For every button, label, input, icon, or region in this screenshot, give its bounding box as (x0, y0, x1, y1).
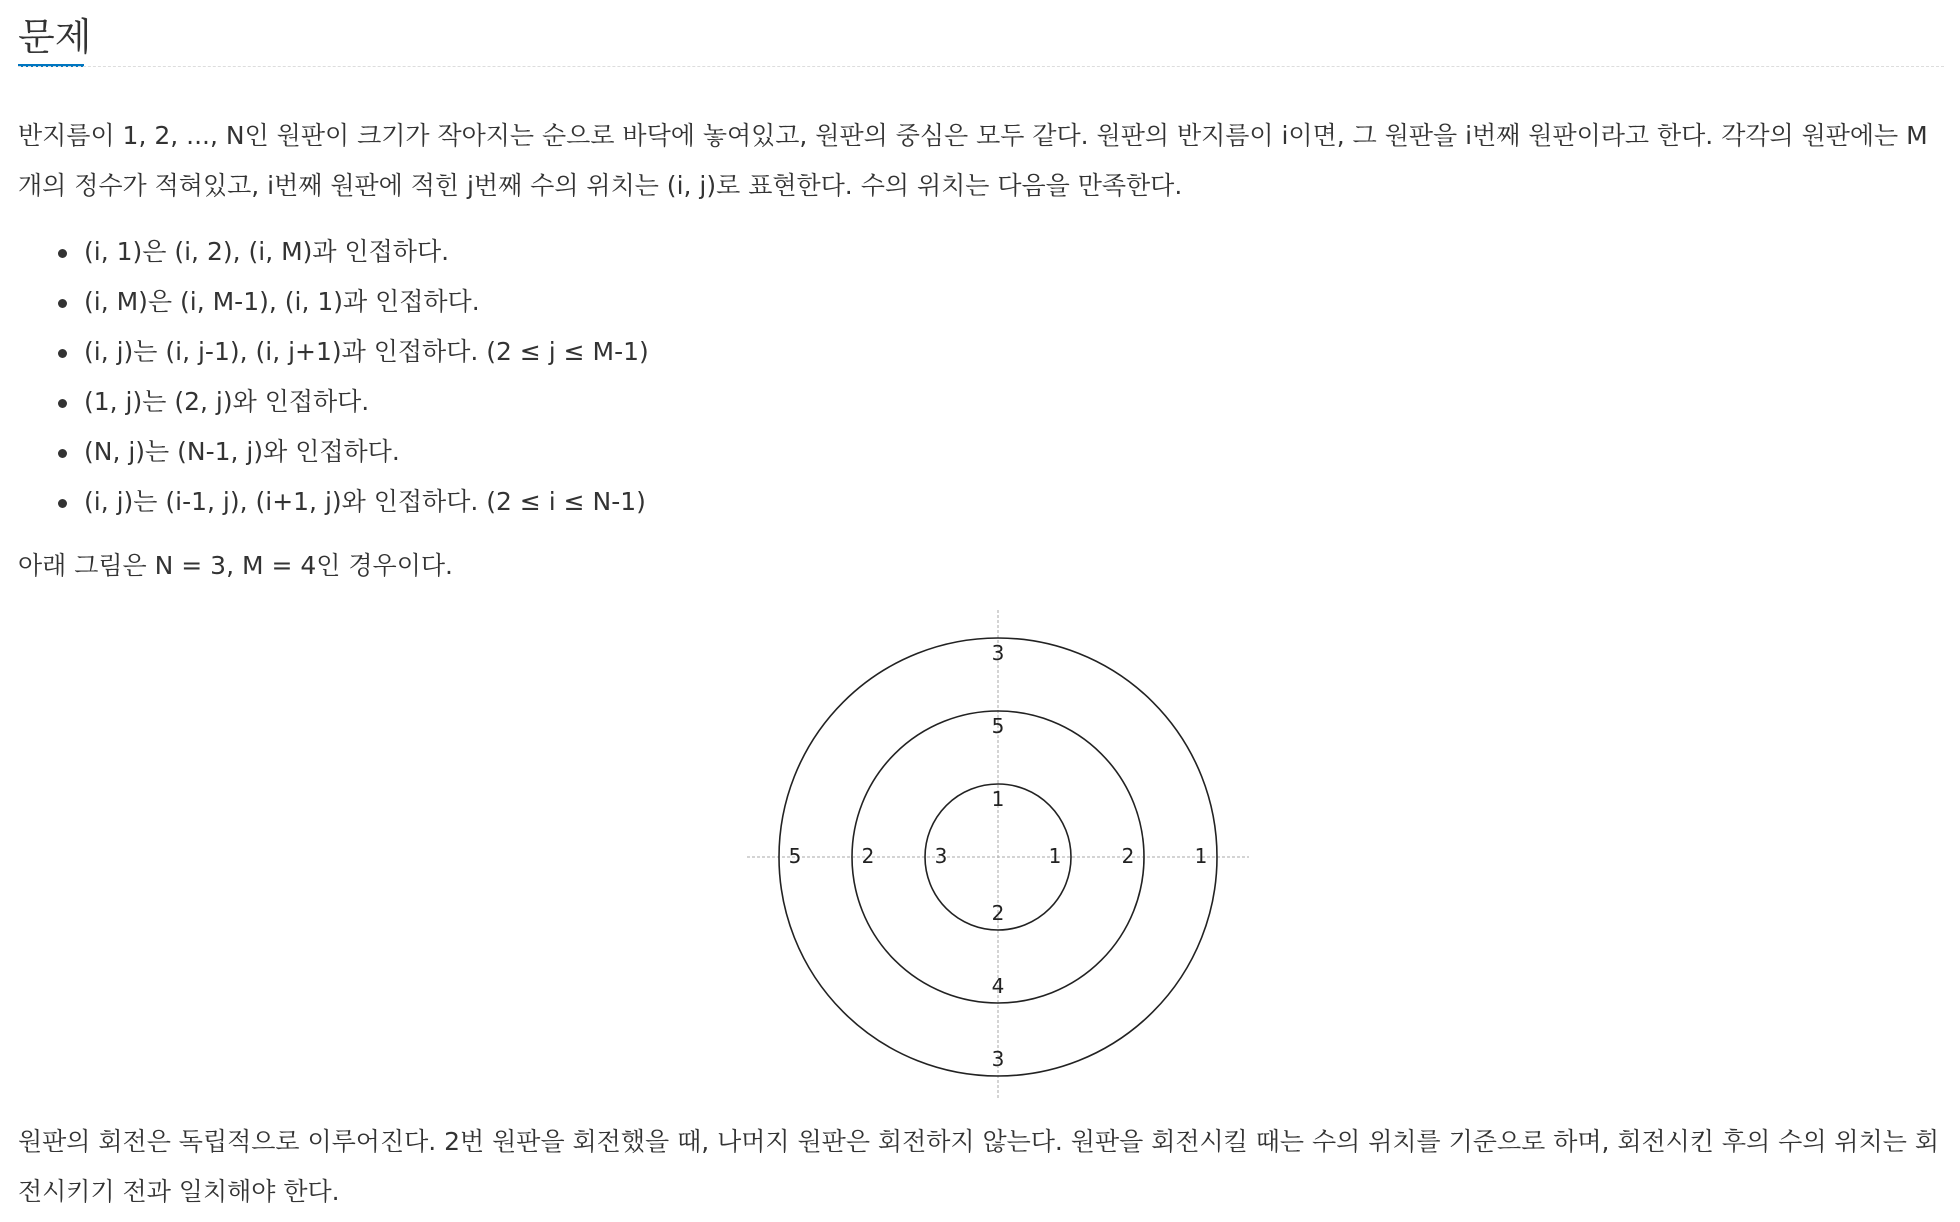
rule-text: (1, j)는 (2, j)와 인접하다. (84, 387, 370, 416)
disk-3-right-number: 1 (1194, 844, 1208, 868)
rule-item (18, 327, 649, 377)
disk-3-bottom-number: 3 (991, 1047, 1005, 1071)
rule-item (18, 427, 649, 477)
section-title: 문제 (18, 15, 92, 59)
disk-1-top-number: 1 (991, 787, 1005, 811)
disk-3-left-number: 5 (788, 844, 802, 868)
rotation-description: 원판의 회전은 독립적으로 이루어진다. 2번 원판을 회전했을 때, 나머지 원판은 회전하지 않는다. 원판을 회전시킬 때는 수의 위치를 기준으로 하며, 회전시킨 후의 수의 위치는 회전시키기 전과 일치해야 한다. (18, 1127, 1939, 1206)
rule-item (18, 377, 649, 427)
rule-item (18, 227, 649, 277)
bullet-icon (58, 349, 67, 358)
bullet-icon (58, 249, 67, 258)
disk-2-bottom-number: 4 (991, 974, 1005, 998)
disk-2-top-number: 5 (991, 714, 1005, 738)
disk-1-right-number: 1 (1048, 844, 1062, 868)
problem-section (18, 0, 1944, 1206)
bullet-icon (58, 299, 67, 308)
section-header (18, 0, 1944, 68)
rule-text: (i, j)는 (i, j-1), (i, j+1)과 인접하다. (2 ≤ j ≤ M-1) (84, 337, 649, 366)
rule-text: (N, j)는 (N-1, j)와 인접하다. (84, 437, 400, 466)
figure-caption: 아래 그림은 N = 3, M = 4인 경우이다. (18, 551, 453, 580)
rule-text: (i, j)는 (i-1, j), (i+1, j)와 인접하다. (2 ≤ i ≤ N-1) (84, 487, 646, 516)
bullet-icon (58, 449, 67, 458)
diagram-axes (747, 610, 1249, 1100)
problem-intro: 반지름이 1, 2, ..., N인 원판이 크기가 작아지는 순으로 바닥에 놓여있고, 원판의 중심은 모두 같다. 원판의 반지름이 i이면, 그 원판을 i번째 원판이라고 한다. 각각의 원판에는 M개의 정수가 적혀있고, i번째 원판에 적힌 j번째 수의 위치는 (i, j)로 표현한다. 수의 위치는 다음을 만족한다. (18, 121, 1928, 200)
rule-text: (i, M)은 (i, M-1), (i, 1)과 인접하다. (84, 287, 480, 316)
adjacency-rules (18, 227, 649, 527)
disk-figure (718, 610, 1278, 1100)
rule-text: (i, 1)은 (i, 2), (i, M)과 인접하다. (84, 237, 450, 266)
disk-2-left-number: 2 (861, 844, 875, 868)
disk-3-top-number: 3 (991, 641, 1005, 665)
disk-2-right-number: 2 (1121, 844, 1135, 868)
disk-diagram (718, 610, 1278, 1100)
rule-item (18, 477, 649, 527)
bullet-icon (58, 399, 67, 408)
disk-1-left-number: 3 (934, 844, 948, 868)
disk-1-bottom-number: 2 (991, 901, 1005, 925)
rule-item (18, 277, 649, 327)
bullet-icon (58, 499, 67, 508)
header-divider (18, 66, 1944, 67)
